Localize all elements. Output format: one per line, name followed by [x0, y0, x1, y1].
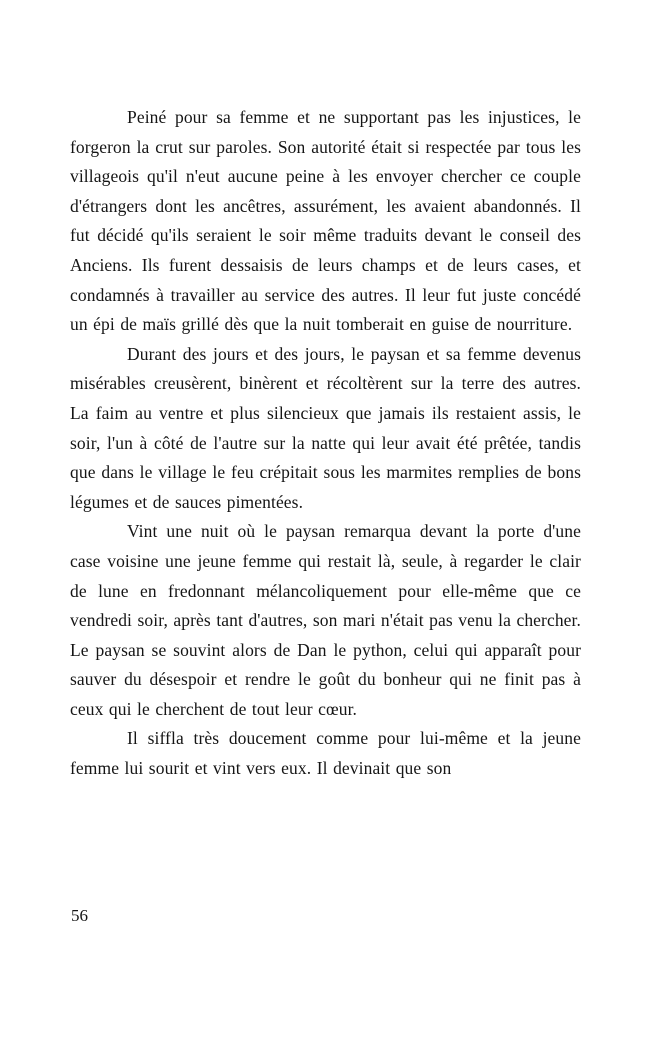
paragraph: Durant des jours et des jours, le paysan et sa femme devenus misérables creusèrent, binèrent et récoltèrent sur la terre des autres. La faim au ventre et plus silencieux que jamais ils restaient assis, le soir, l'un à côté de l'autre sur la natte qui leur avait été prêtée, tandis que dans le village le feu crépitait sous les marmites remplies de bons légumes et de sauces pimentées. [70, 343, 581, 512]
paragraph: Vint une nuit où le paysan remarqua devant la porte d'une case voisine une jeune femme qui restait là, seule, à regarder le clair de lune en fredonnant mélancoliquement pour elle-même que ce vendredi soir, après tant d'autres, son mari n'était pas venu la chercher. Le paysan se souvint alors de Dan le python, celui qui apparaît pour sauver du désespoir et rendre le goût du bonheur qui ne finit pas à ceux qui le cherchent de tout leur cœur. [70, 521, 581, 719]
paragraph: Peiné pour sa femme et ne supportant pas les injustices, le forgeron la crut sur paroles. Son autorité était si respectée par tous les villageois qu'il n'eut aucune peine à les envoyer chercher ce couple d'étrangers dont les ancêtres, assurément, les avaient abandonnés. Il fut décidé qu'ils seraient le soir même traduits devant le conseil des Anciens. Ils furent dessaisis de leurs champs et de leurs cases, et condamnés à travailler au service des autres. Il leur fut juste concédé un épi de maïs grillé dès que la nuit tomberait en guise de nourriture. [70, 107, 581, 335]
page-number: 56 [71, 906, 88, 925]
paragraph: Il siffla très doucement comme pour lui-même et la jeune femme lui sourit et vint vers eux. Il devinait que son [70, 728, 581, 779]
book-page-text-block [70, 103, 581, 784]
